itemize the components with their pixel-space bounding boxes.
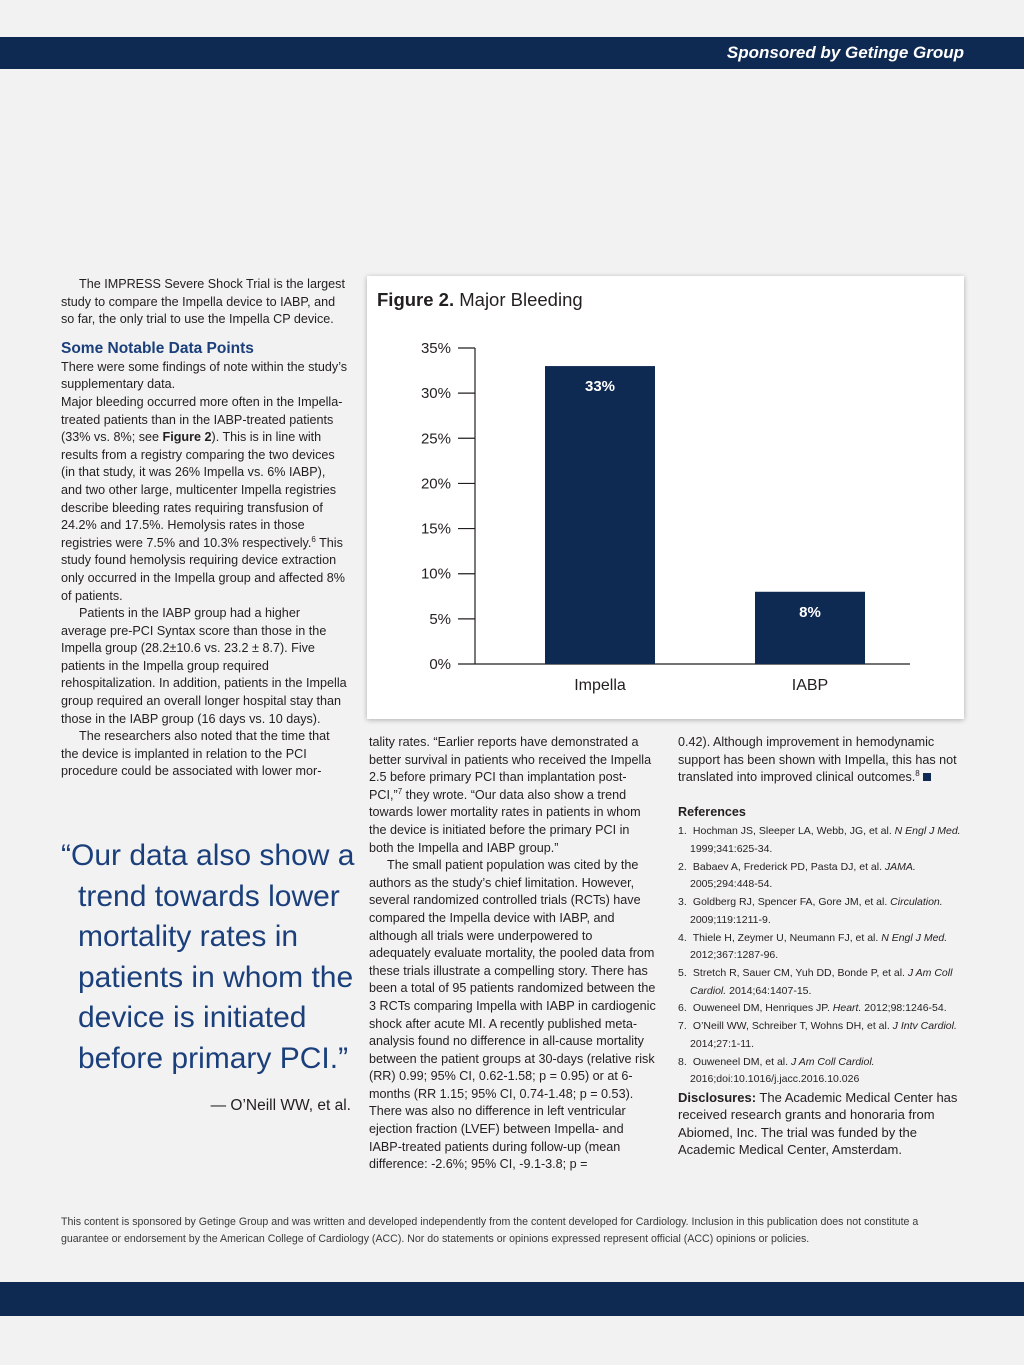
y-tick-label: 5% — [429, 610, 451, 628]
reference-item: 7. O’Neill WW, Schreiber T, Wohns DH, et al. J Intv Cardiol. 2014;27:1-11. — [678, 1020, 957, 1050]
data-label: 33% — [584, 378, 616, 396]
disclosures: Disclosures: The Academic Medical Center has received research grants and honoraria from Abiomed, Inc. The trial was funded by the Academic Medical Center, Amsterdam. — [678, 1089, 958, 1158]
data-label: 8% — [799, 603, 821, 621]
paragraph: tality rates. “Earlier reports have demonstrated a better survival in patients who received the Impella 2.5 before primary PCI than implantation post-PCI,”$^7$ they wrote. “Our data also show a trend towards lower mortality rates in patients in whom the device is initiated before the primary PCI in both the Impella and IABP group.” — [369, 735, 652, 855]
paragraph: There were some findings of note within the study’s supplementary data. — [61, 359, 348, 392]
y-tick-label: 30% — [420, 385, 451, 403]
article-column-1 — [61, 276, 349, 781]
top-banner — [0, 37, 1024, 69]
reference-item: 3. Goldberg RJ, Spencer FA, Gore JM, et al. Circulation. 2009;119:1211-9. — [678, 896, 943, 926]
figure-title: Figure 2. Major Bleeding — [377, 289, 583, 310]
pull-quote — [61, 836, 361, 1115]
x-tick-label: IABP — [791, 677, 829, 694]
paragraph: The researchers also noted that the time that the device is implanted in relation to the PCI procedure could be associated with lower mor- — [61, 729, 330, 779]
y-tick-label: 20% — [420, 475, 451, 493]
paragraph: Patients in the IABP group had a higher average pre-PCI Syntax score than those in the Impella group (28.2±10.6 vs. 23.2 ± 8.7). Five patients in the Impella group required rehospitalization. In addition, patients in the Impella group required an overall longer hospital stay than those in the IABP group (16 days vs. 10 days). — [61, 606, 347, 726]
x-tick-label: Impella — [574, 677, 626, 694]
pull-quote-attribution: — O’Neill WW, et al. — [210, 1097, 351, 1114]
y-tick-label: 25% — [420, 430, 451, 448]
figure-reference: Figure 2 — [162, 430, 212, 445]
reference-item: 5. Stretch R, Sauer CM, Yuh DD, Bonde P, et al. J Am Coll Cardiol. 2014;64:1407-15. — [678, 967, 953, 997]
bar-impella — [545, 366, 655, 664]
intro-paragraph: The IMPRESS Severe Shock Trial is the largest study to compare the Impella device to IABP, and so far, the only trial to use the Impella CP device. — [61, 277, 345, 327]
reference-item: 4. Thiele H, Zeymer U, Neumann FJ, et al. N Engl J Med. 2012;367:1287-96. — [678, 931, 948, 962]
paragraph: The small patient population was cited by the authors as the study’s chief limitation. However, several randomized controlled trials (RCTs) have compared the Impella device with IABP, and although all trials were underpowered to adequately evaluate mortality, the pooled data from these trials illustrate a compelling story. There has been a total of 95 patients randomized between the 3 RCTs comparing Impella with IABP in cardiogenic shock after acute MI. A recently published meta-analysis found no difference in all-cause mortality between the patient groups at 30-days (relative risk (RR) 0.99; 95% CI, 0.62-1.58; p = 0.95) or at 6-months (RR 1.15; 95% CI, 0.74-1.48; p = 0.53). There was also no difference in left ventricular ejection fraction (LVEF) between Impella- and IABP-treated patients during follow-up (mean difference: -2.6%; 95% CI, -9.1-3.8; p = — [369, 858, 656, 1172]
y-tick-label: 10% — [420, 565, 451, 583]
footer-disclaimer: This content is sponsored by Getinge Group and was written and developed independently from the content developed for Cardiology. Inclusion in this publication does not constitute a guarantee or endorsement by the American College of Cardiology (ACC). Nor do statements or opinions expressed represent official (ACC) opinions or policies. — [61, 1216, 919, 1245]
reference-item: 1. Hochman JS, Sleeper LA, Webb, JG, et al. N Engl J Med. 1999;341:625-34. — [678, 825, 961, 856]
reference-item: 8. Ouweneel DM, et al. J Am Coll Cardiol. 2016;doi:10.1016/j.jacc.2016.10.026 — [678, 1055, 875, 1086]
bar-iabp — [755, 592, 865, 664]
references-list — [678, 823, 966, 1089]
section-heading: Some Notable Data Points — [61, 339, 254, 357]
y-tick-label: 35% — [420, 340, 451, 357]
sponsor-label: Sponsored by Getinge Group — [726, 43, 964, 62]
paragraph: Major bleeding occurred more often in the Impella-treated patients than in the IABP-treated patients (33% vs. 8%; see Figure 2). This is in line with results from a registry comparing the two devices (in that study, it was 26% Impella vs. 6% IABP), and two other large, multicenter Impella registries describe bleeding rates requiring transfusion of 24.2% and 17.5%. Hemolysis rates in those registries were 7.5% and 10.3% respectively.$^6$ This study found hemolysis requiring device extraction only occurred in the Impella group and affected 8% of patients. — [61, 394, 346, 603]
paragraph: 0.42). Although improvement in hemodynamic support has been shown with Impella, this has not translated into improved clinical outcomes.$^8$ — [678, 735, 957, 785]
article-column-3 — [678, 734, 966, 1159]
references-heading: References — [678, 804, 746, 819]
end-mark-icon — [923, 773, 931, 781]
bar-chart — [367, 276, 964, 719]
article-column-2 — [369, 734, 657, 1174]
reference-item: 2. Babaev A, Frederick PD, Pasta DJ, et al. JAMA. 2005;294:448-54. — [678, 860, 916, 891]
figure-2-chart — [367, 276, 964, 719]
bottom-banner — [0, 1282, 1024, 1316]
pull-quote-text: “Our data also show a trend towards lower mortality rates in patients in whom the device is initiated before primary PCI.” — [61, 839, 355, 1075]
y-tick-label: 0% — [429, 656, 451, 673]
reference-item: 6. Ouweneel DM, Henriques JP. Heart. 2012;98:1246-54. — [678, 1002, 947, 1015]
y-tick-label: 15% — [420, 520, 451, 538]
